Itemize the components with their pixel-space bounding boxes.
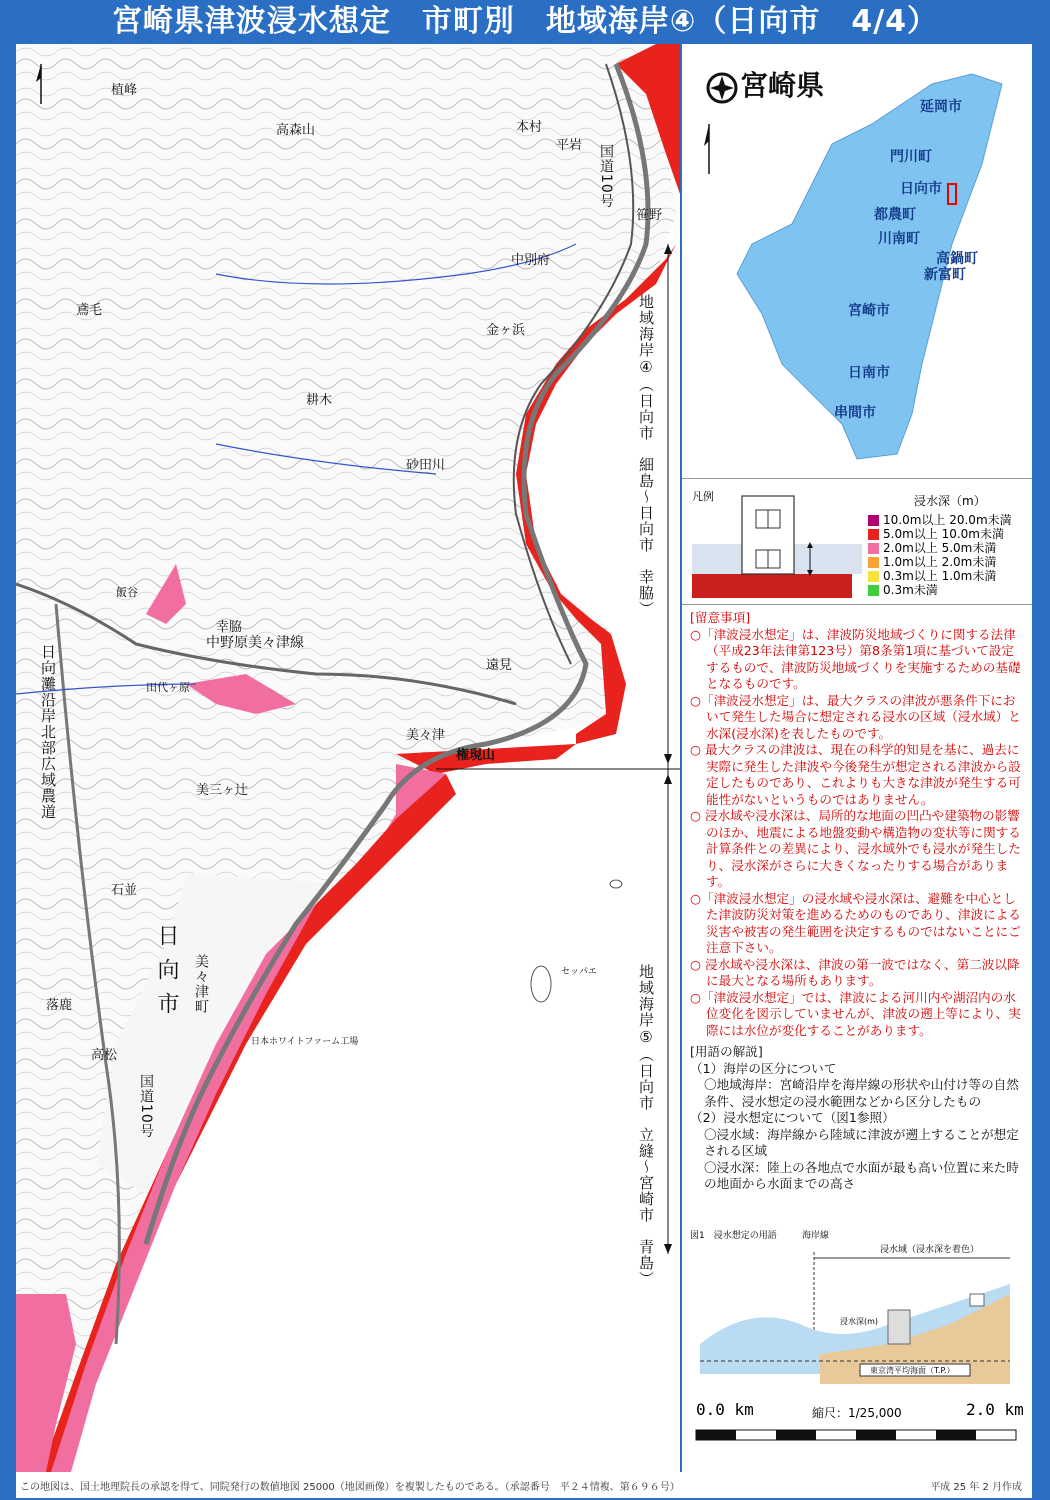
legend-row bbox=[868, 570, 996, 583]
city-label: 日南市 bbox=[848, 365, 890, 381]
place-label: 笹野 bbox=[636, 208, 663, 223]
legend-heading: 浸水深（m） bbox=[914, 494, 986, 508]
place-label: 遠見 bbox=[486, 658, 513, 673]
prefecture-inset-map bbox=[682, 44, 1032, 479]
note-item: ○「津波浸水想定」は、津波防災地域づくりに関する法律（平成23年法律第123号）第8条第1項に基づいて設定するもので、津波防災地域づくりを実施するための基礎となるものです。 bbox=[690, 626, 1021, 691]
note-item: ○「津波浸水想定」の浸水域や浸水深は、避難を中心とした津波防災対策を進めるためのものであり、津波による災害や被害の発生範囲を決定するものではないことにご注意下さい。 bbox=[690, 890, 1021, 955]
city-label: 門川町 bbox=[890, 149, 932, 165]
datum-label: 東京湾平均海面（T.P.） bbox=[870, 1366, 955, 1375]
place-label: 耕木 bbox=[306, 393, 333, 408]
figure-caption: 図1 浸水想定の用語 bbox=[690, 1231, 777, 1241]
place-label: 高松 bbox=[91, 1048, 118, 1063]
scale-ratio: 縮尺：1/25,000 bbox=[812, 1406, 902, 1420]
notes-section bbox=[690, 610, 1026, 1039]
legend-label: 2.0m以上 5.0m未満 bbox=[883, 541, 997, 555]
area-label: 浸水域（浸水深を着色） bbox=[880, 1245, 980, 1255]
place-label: 本村 bbox=[516, 120, 543, 135]
prefecture-title: 宮崎県 bbox=[740, 69, 825, 102]
place-label: 平岩 bbox=[556, 138, 583, 153]
place-label: セッパエ bbox=[561, 967, 598, 977]
legend-swatch bbox=[868, 557, 879, 568]
city-label: 串間市 bbox=[834, 405, 876, 421]
scale-left: 0.0 km bbox=[696, 1400, 754, 1419]
terms-figure bbox=[690, 1224, 1024, 1394]
note-item: ○「津波浸水想定」は、最大クラスの津波が悪条件下において発生した場合に想定される浸水の区域（浸水域）と水深(浸水深)を表したものです。 bbox=[690, 692, 1021, 741]
info-panel bbox=[682, 44, 1032, 1472]
legend-row bbox=[868, 542, 996, 555]
legend bbox=[682, 484, 1032, 605]
place-label: 鳶毛 bbox=[76, 303, 103, 318]
terms-section bbox=[690, 1044, 1026, 1193]
footer bbox=[16, 1472, 1032, 1498]
city-label: 宮崎市 bbox=[848, 303, 890, 319]
legend-label: 0.3m未満 bbox=[883, 583, 938, 597]
place-label: 権現山 bbox=[456, 748, 496, 763]
place-label: 美三ヶ辻 bbox=[196, 783, 249, 798]
legend-row bbox=[868, 556, 996, 569]
place-label: 飯谷 bbox=[116, 586, 138, 599]
copyright-note: この地図は、国土地理院長の承認を得て、同院発行の数値地図 25000（地図画像）を複製したものである。（承認番号 平２４情複、第６９６号） bbox=[20, 1482, 680, 1493]
place-label: 日本ホワイトファーム工場 bbox=[251, 1037, 359, 1047]
legend-swatch bbox=[868, 571, 879, 582]
legend-swatch bbox=[868, 529, 879, 540]
place-label: 幸脇 bbox=[216, 620, 243, 635]
place-label: 金ヶ浜 bbox=[486, 323, 526, 338]
shoreline-label: 海岸線 bbox=[802, 1231, 830, 1241]
north-arrow-icon bbox=[704, 124, 709, 174]
town-label: 美々津町 bbox=[193, 954, 209, 1014]
city-label: 延岡市 bbox=[920, 99, 962, 115]
place-label: 砂田川 bbox=[406, 458, 446, 473]
city-label: 日向市 bbox=[900, 181, 942, 197]
legend-swatch bbox=[868, 543, 879, 554]
notes-heading: [留意事項] bbox=[690, 610, 751, 625]
city-name-label: 日向市 bbox=[154, 924, 179, 1026]
city-label: 都農町 bbox=[874, 207, 916, 223]
coast-5-label: 地域海岸⑤（日向市 立縫〜宮崎市 青島） bbox=[637, 964, 655, 1287]
inundation-map[interactable] bbox=[16, 44, 680, 1472]
scale-bar bbox=[682, 1400, 1032, 1470]
place-label: 田代ヶ原 bbox=[146, 681, 190, 694]
created-date: 平成 25 年 2 月作成 bbox=[930, 1482, 1022, 1493]
farm-road-label: 日向灘沿岸北部広域農道 bbox=[39, 644, 57, 820]
note-item: ○ 浸水域や浸水深は、津波の第一波ではなく、第二波以降に最大となる場所もあります。 bbox=[690, 956, 1020, 988]
place-label: 植峰 bbox=[111, 83, 138, 98]
terms-sub: （1）海岸の区分について bbox=[690, 1060, 837, 1076]
legend-title: 凡例 bbox=[692, 490, 714, 503]
legend-swatch bbox=[868, 515, 879, 526]
legend-swatch bbox=[868, 585, 879, 596]
route-label-2: 国道10号 bbox=[138, 1074, 154, 1139]
place-label: 高森山 bbox=[276, 123, 316, 138]
legend-label: 10.0m以上 20.0m未満 bbox=[883, 513, 1012, 527]
rail-label: 中野原美々津線 bbox=[206, 635, 304, 651]
city-label: 高鍋町 bbox=[936, 251, 978, 267]
page-title: 宮崎県津波浸水想定 市町別 地域海岸④（日向市 4/4） bbox=[111, 4, 939, 39]
coast-4-label: 地域海岸④（日向市 細島〜日向市 幸脇） bbox=[637, 294, 655, 617]
terms-sub: （2）浸水想定について（図1参照） bbox=[690, 1110, 895, 1125]
prefecture-emblem-icon bbox=[708, 74, 736, 102]
map-canvas bbox=[16, 44, 680, 1472]
depth-label: 浸水深(m) bbox=[840, 1317, 879, 1326]
city-label: 川南町 bbox=[878, 231, 920, 247]
legend-row bbox=[868, 514, 1012, 527]
legend-label: 0.3m以上 1.0m未満 bbox=[883, 569, 997, 583]
term-item: 〇地域海岸：宮崎沿岸を海岸線の形状や山付け等の自然条件、浸水想定の浸水範囲などから区分したもの bbox=[704, 1077, 1019, 1109]
city-label: 新富町 bbox=[924, 267, 966, 283]
place-label: 落鹿 bbox=[46, 998, 73, 1013]
legend-building-diagram bbox=[692, 492, 872, 602]
scale-right: 2.0 km bbox=[966, 1400, 1024, 1419]
note-item: ○ 浸水域や浸水深は、局所的な地面の凹凸や建築物の影響のほか、地震による地盤変動や構造物の変状等に関する計算条件との差異により、浸水域外でも浸水が発生したり、浸水深がさらに大きくなったりする場合があります。 bbox=[690, 808, 1021, 889]
legend-label: 1.0m以上 2.0m未満 bbox=[883, 555, 997, 569]
term-item: 〇浸水域：海岸線から陸域に津波が遡上することが想定される区域 bbox=[704, 1126, 1019, 1158]
place-label: 石並 bbox=[111, 883, 138, 898]
legend-row bbox=[868, 528, 1004, 541]
place-label: 美々津 bbox=[406, 728, 446, 743]
note-item: ○ 最大クラスの津波は、現在の科学的知見を基に、過去に実際に発生した津波や今後発生が想定される津波から設定したものであり、これよりも大きな津波が発生する可能性がないというものではありません。 bbox=[690, 742, 1021, 807]
place-label: 中別府 bbox=[511, 253, 551, 268]
route-label: 国道10号 bbox=[598, 144, 614, 209]
terms-heading: [用語の解説] bbox=[690, 1044, 763, 1059]
term-item: 〇浸水深：陸上の各地点で水面が最も高い位置に来た時の地面から水面までの高さ bbox=[704, 1159, 1019, 1191]
note-item: ○「津波浸水想定」では、津波による河川内や湖沼内の水位変化を図示していませんが、津波の遡上等により、実際には水位が変化することがあります。 bbox=[690, 989, 1021, 1038]
legend-label: 5.0m以上 10.0m未満 bbox=[883, 527, 1004, 541]
legend-row bbox=[868, 584, 938, 597]
